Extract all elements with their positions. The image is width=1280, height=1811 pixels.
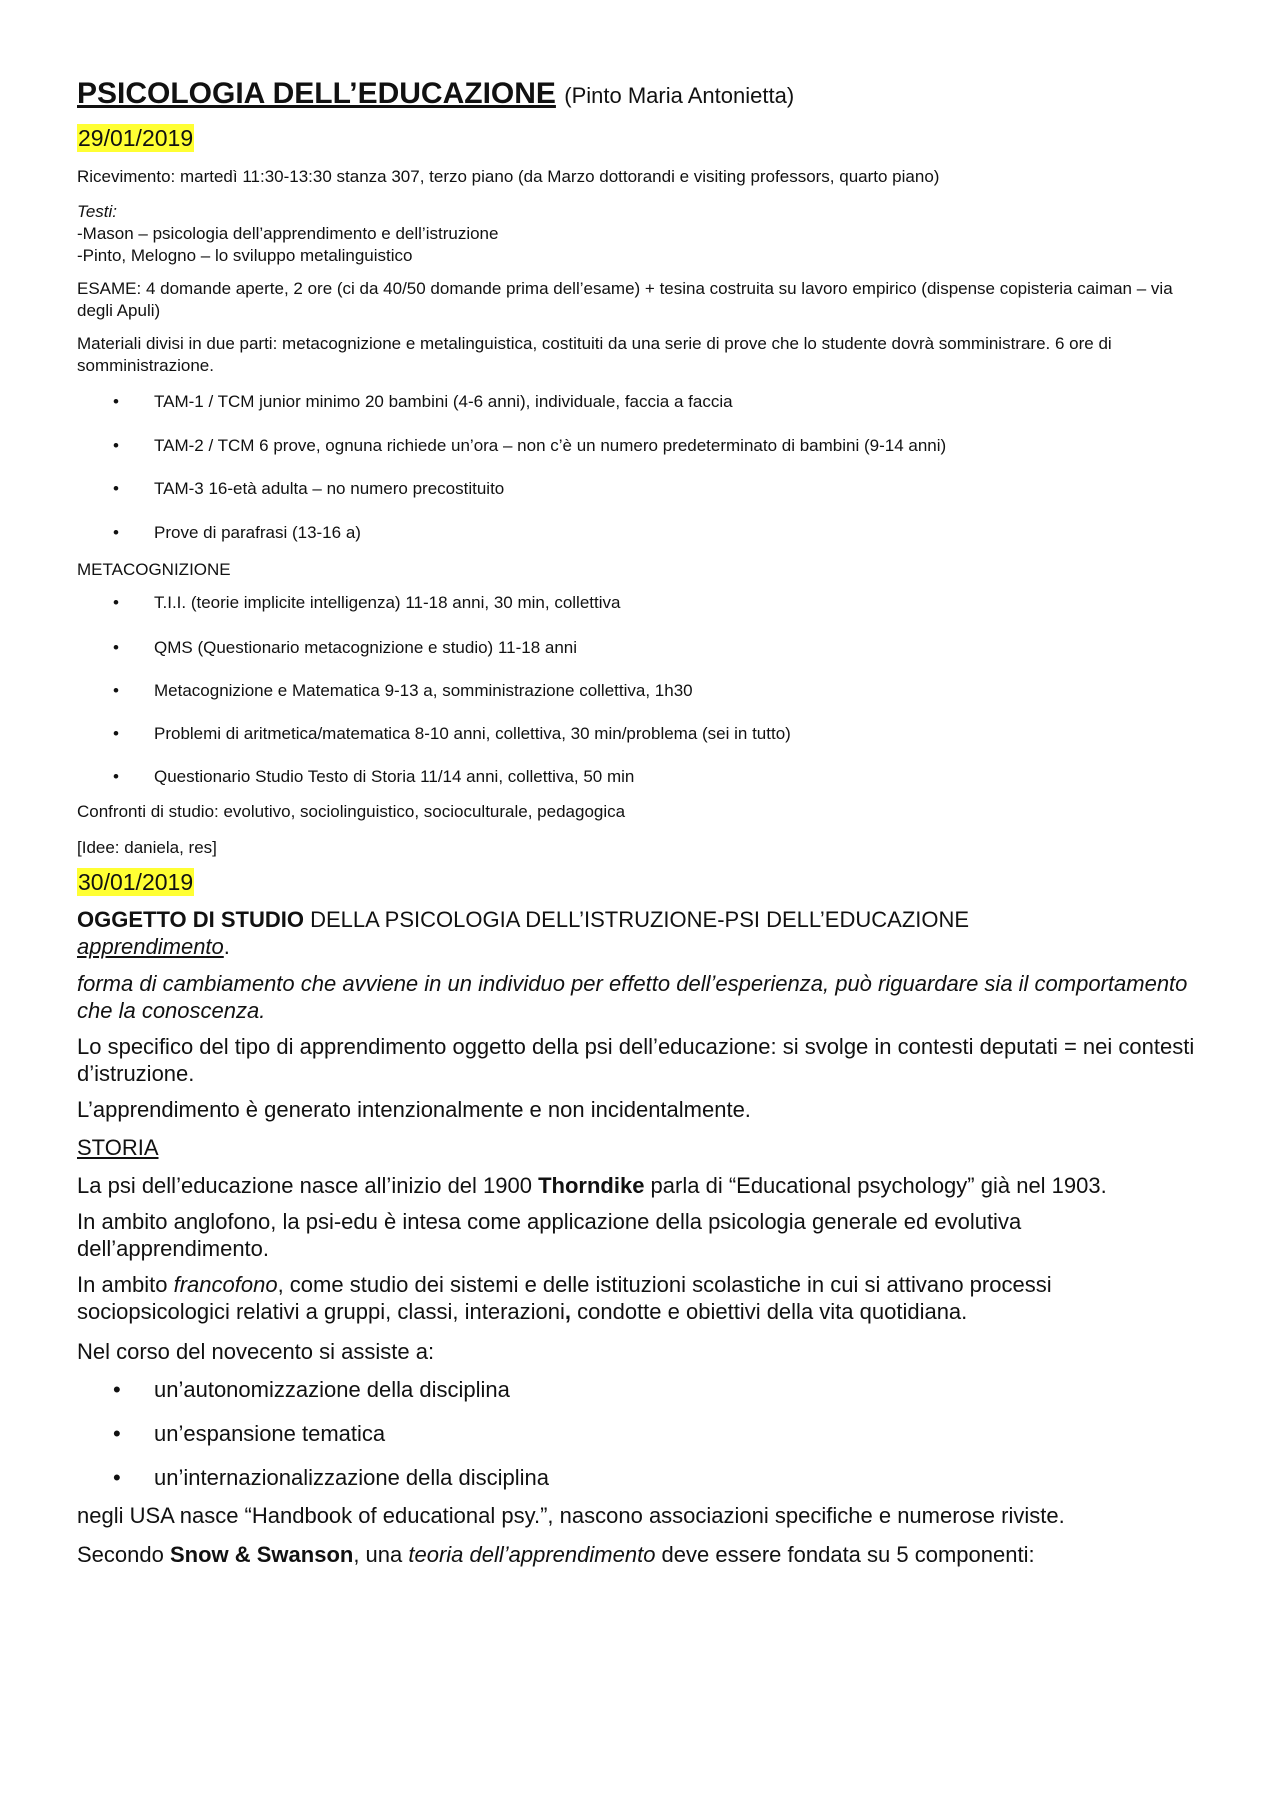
date-heading-1: 29/01/2019 [78, 125, 194, 151]
document-title [77, 76, 1204, 114]
esame-text: ESAME: 4 domande aperte, 2 ore (ci da 40/50 domande prima dell’esame) + tesina costruita su lavoro empirico (dispense copisteria caiman – via degli Apuli) [77, 279, 1173, 320]
usa-text: negli USA nasce “Handbook of educational psy.”, nascono associazioni specifiche e numerose riviste. [77, 1503, 1065, 1528]
snow-middle: , una [353, 1542, 409, 1567]
list-item: • un’espansione tematica [77, 1420, 1204, 1447]
snow-term: teoria dell’apprendimento [408, 1542, 656, 1567]
novecento-text: Nel corso del novecento si assiste a: [77, 1339, 435, 1364]
list-item: • Questionario Studio Testo di Storia 11/14 anni, collettiva, 50 min [77, 766, 1204, 788]
oggetto-heading [77, 906, 1204, 960]
testi-item: -Pinto, Melogno – lo sviluppo metalinguistico [77, 246, 413, 265]
francofono-after: condotte e obiettivi della vita quotidiana. [571, 1299, 968, 1324]
testi-label: Testi: [77, 202, 118, 221]
idee-text: [Idee: daniela, res] [77, 838, 217, 857]
list-item: • Metacognizione e Matematica 9-13 a, somministrazione collettiva, 1h30 [77, 680, 1204, 702]
definizione-text: forma di cambiamento che avviene in un individuo per effetto dell’esperienza, può riguardare sia il comportamento che la conoscenza. [77, 971, 1188, 1023]
list-item: • un’autonomizzazione della disciplina [77, 1376, 1204, 1403]
materiali-text: Materiali divisi in due parti: metacognizione e metalinguistica, costituiti da una serie di prove che lo studente dovrà somministrare. 6 ore di somministrazione. [77, 334, 1112, 375]
storia-text [77, 1172, 1204, 1199]
list-item: • un’internazionalizzazione della disciplina [77, 1464, 1204, 1491]
oggetto-rest: DELLA PSICOLOGIA DELL’ISTRUZIONE-PSI DELL’EDUCAZIONE [303, 907, 970, 932]
oggetto-dot: . [223, 934, 230, 959]
oggetto-term: apprendimento [77, 934, 224, 959]
specifico-text: Lo specifico del tipo di apprendimento oggetto della psi dell’educazione: si svolge in contesti deputati = nei contesti d’istruzione. [77, 1034, 1195, 1086]
oggetto-bold: OGGETTO DI STUDIO [77, 907, 304, 932]
francofono-middle: , come studio dei sistemi e delle istituzioni scolastiche in cui si attivano processi sociopsicologici relativi a gruppi, classi, interazioni [77, 1272, 1052, 1324]
francofono-text [77, 1271, 1204, 1325]
title-main: PSICOLOGIA DELL’EDUCAZIONE [77, 77, 556, 110]
storia-before: La psi dell’educazione nasce all’inizio del 1900 [77, 1173, 539, 1198]
testi-item: -Mason – psicologia dell’apprendimento e dell’istruzione [77, 224, 499, 243]
anglofono-text: In ambito anglofono, la psi-edu è intesa come applicazione della psicologia generale ed evolutiva dell’apprendimento. [77, 1209, 1022, 1261]
snow-after: deve essere fondata su 5 componenti: [655, 1542, 1035, 1567]
snow-before: Secondo [77, 1542, 170, 1567]
list-item: • Prove di parafrasi (13-16 a) [77, 522, 1204, 544]
snow-text [77, 1541, 1204, 1568]
thorndike: Thorndike [538, 1173, 645, 1198]
francofono-before: In ambito [77, 1272, 174, 1297]
list-item: • TAM-2 / TCM 6 prove, ognuna richiede un’ora – non c’è un numero predeterminato di bambini (9-14 anni) [77, 435, 1204, 457]
novecento-list [77, 1376, 1204, 1491]
metacognizione-label: METACOGNIZIONE [77, 560, 231, 579]
list-item: • Problemi di aritmetica/matematica 8-10 anni, collettiva, 30 min/problema (sei in tutto) [77, 723, 1204, 745]
title-author: (Pinto Maria Antonietta) [564, 83, 795, 108]
list-item: • QMS (Questionario metacognizione e studio) 11-18 anni [77, 637, 1204, 659]
date-heading-2: 30/01/2019 [78, 869, 194, 895]
list-item: • T.I.I. (teorie implicite intelligenza) 11-18 anni, 30 min, collettiva [77, 592, 1204, 614]
francofono-comma: , [564, 1299, 572, 1324]
snow-swanson: Snow & Swanson [169, 1542, 354, 1567]
storia-heading: STORIA [77, 1135, 159, 1160]
francofono-term: francofono [173, 1272, 278, 1297]
confronti-text: Confronti di studio: evolutivo, sociolinguistico, socioculturale, pedagogica [77, 802, 626, 821]
ricevimento-text: Ricevimento: martedì 11:30-13:30 stanza 307, terzo piano (da Marzo dottorandi e visiting professors, quarto piano) [77, 167, 940, 186]
prove-list [77, 391, 1204, 544]
storia-after: parla di “Educational psychology” già nel 1903. [644, 1173, 1107, 1198]
list-item: • TAM-1 / TCM junior minimo 20 bambini (4-6 anni), individuale, faccia a faccia [77, 391, 1204, 413]
intenzionale-text: L’apprendimento è generato intenzionalmente e non incidentalmente. [77, 1097, 751, 1122]
list-item: • TAM-3 16-età adulta – no numero precostituito [77, 478, 1204, 500]
metacognizione-list [77, 592, 1204, 788]
